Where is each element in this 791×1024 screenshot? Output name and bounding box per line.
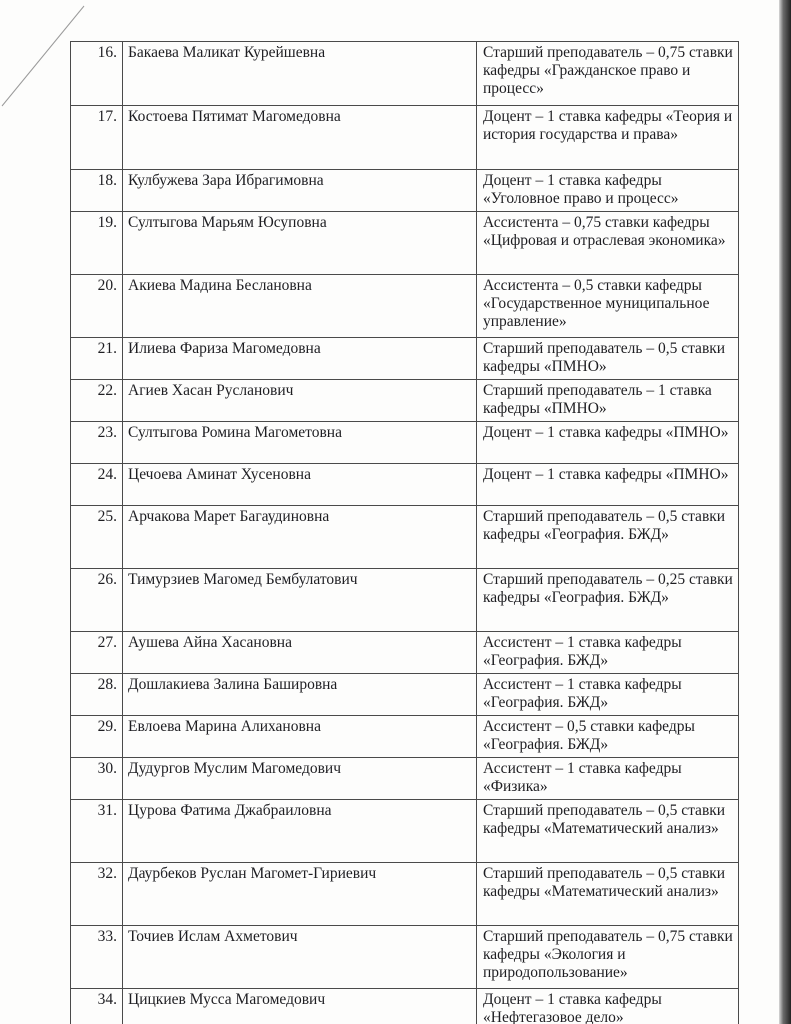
row-number: 28. [71, 674, 123, 716]
employee-name: Илиева Фариза Магомедовна [123, 338, 477, 380]
employee-position: Доцент – 1 ставка кафедры «Уголовное право и процесс» [477, 170, 739, 212]
table-row [71, 506, 739, 569]
employee-name: Тимурзиев Магомед Бембулатович [123, 569, 477, 632]
employee-name: Бакаева Маликат Курейшевна [123, 42, 477, 106]
employee-name: Арчакова Марет Багаудиновна [123, 506, 477, 569]
row-number: 23. [71, 422, 123, 464]
row-number: 26. [71, 569, 123, 632]
employee-name: Акиева Мадина Беслановна [123, 275, 477, 338]
table-row [71, 716, 739, 758]
table-row [71, 926, 739, 989]
employee-position: Старший преподаватель – 0,75 ставки кафедры «Экология и природопользование» [477, 926, 739, 989]
row-number: 34. [71, 989, 123, 1024]
employee-name: Цечоева Аминат Хусеновна [123, 464, 477, 506]
employee-name: Султыгова Ромина Магометовна [123, 422, 477, 464]
table-row [71, 569, 739, 632]
employee-name: Даурбеков Руслан Магомет-Гириевич [123, 863, 477, 926]
employee-position: Доцент – 1 ставка кафедры «Нефтегазовое дело» [477, 989, 739, 1024]
table-row [71, 275, 739, 338]
table-row [71, 380, 739, 422]
employee-name: Цурова Фатима Джабраиловна [123, 800, 477, 863]
employee-name: Цицкиев Мусса Магомедович [123, 989, 477, 1024]
employee-position: Ассистент – 0,5 ставки кафедры «География. БЖД» [477, 716, 739, 758]
row-number: 29. [71, 716, 123, 758]
table-row [71, 863, 739, 926]
staff-table [70, 41, 739, 1024]
employee-position: Старший преподаватель – 0,25 ставки кафедры «География. БЖД» [477, 569, 739, 632]
row-number: 19. [71, 212, 123, 275]
employee-name: Евлоева Марина Алихановна [123, 716, 477, 758]
row-number: 33. [71, 926, 123, 989]
employee-position: Старший преподаватель – 1 ставка кафедры «ПМНО» [477, 380, 739, 422]
row-number: 16. [71, 42, 123, 106]
employee-position: Ассистент – 1 ставка кафедры «География. БЖД» [477, 674, 739, 716]
employee-name: Агиев Хасан Русланович [123, 380, 477, 422]
employee-position: Доцент – 1 ставка кафедры «Теория и история государства и права» [477, 106, 739, 170]
scan-edge-shadow [779, 0, 791, 1024]
employee-name: Аушева Айна Хасановна [123, 632, 477, 674]
employee-position: Старший преподаватель – 0,5 ставки кафедры «География. БЖД» [477, 506, 739, 569]
row-number: 17. [71, 106, 123, 170]
row-number: 22. [71, 380, 123, 422]
employee-position: Старший преподаватель – 0,75 ставки кафедры «Гражданское право и процесс» [477, 42, 739, 106]
table-row [71, 170, 739, 212]
employee-name: Костоева Пятимат Магомедовна [123, 106, 477, 170]
row-number: 30. [71, 758, 123, 800]
employee-position: Ассистент – 1 ставка кафедры «География. БЖД» [477, 632, 739, 674]
row-number: 18. [71, 170, 123, 212]
row-number: 31. [71, 800, 123, 863]
employee-position: Доцент – 1 ставка кафедры «ПМНО» [477, 464, 739, 506]
row-number: 25. [71, 506, 123, 569]
row-number: 27. [71, 632, 123, 674]
row-number: 21. [71, 338, 123, 380]
employee-position: Доцент – 1 ставка кафедры «ПМНО» [477, 422, 739, 464]
table-row [71, 106, 739, 170]
employee-position: Ассистента – 0,5 ставки кафедры «Государственное муниципальное управление» [477, 275, 739, 338]
employee-position: Старший преподаватель – 0,5 ставки кафедры «Математический анализ» [477, 863, 739, 926]
table-row [71, 338, 739, 380]
employee-position: Старший преподаватель – 0,5 ставки кафедры «ПМНО» [477, 338, 739, 380]
table-row [71, 464, 739, 506]
row-number: 24. [71, 464, 123, 506]
table-row [71, 800, 739, 863]
employee-name: Кулбужева Зара Ибрагимовна [123, 170, 477, 212]
table-row [71, 989, 739, 1024]
employee-name: Султыгова Марьям Юсуповна [123, 212, 477, 275]
table-row [71, 212, 739, 275]
table-row [71, 632, 739, 674]
table-row [71, 42, 739, 106]
employee-name: Дошлакиева Залина Башировна [123, 674, 477, 716]
employee-position: Ассистента – 0,75 ставки кафедры «Цифровая и отраслевая экономика» [477, 212, 739, 275]
employee-position: Ассистент – 1 ставка кафедры «Физика» [477, 758, 739, 800]
employee-position: Старший преподаватель – 0,5 ставки кафедры «Математический анализ» [477, 800, 739, 863]
employee-name: Точиев Ислам Ахметович [123, 926, 477, 989]
employee-name: Дудургов Муслим Магомедович [123, 758, 477, 800]
table-row [71, 674, 739, 716]
table-row [71, 422, 739, 464]
row-number: 20. [71, 275, 123, 338]
row-number: 32. [71, 863, 123, 926]
table-row [71, 758, 739, 800]
